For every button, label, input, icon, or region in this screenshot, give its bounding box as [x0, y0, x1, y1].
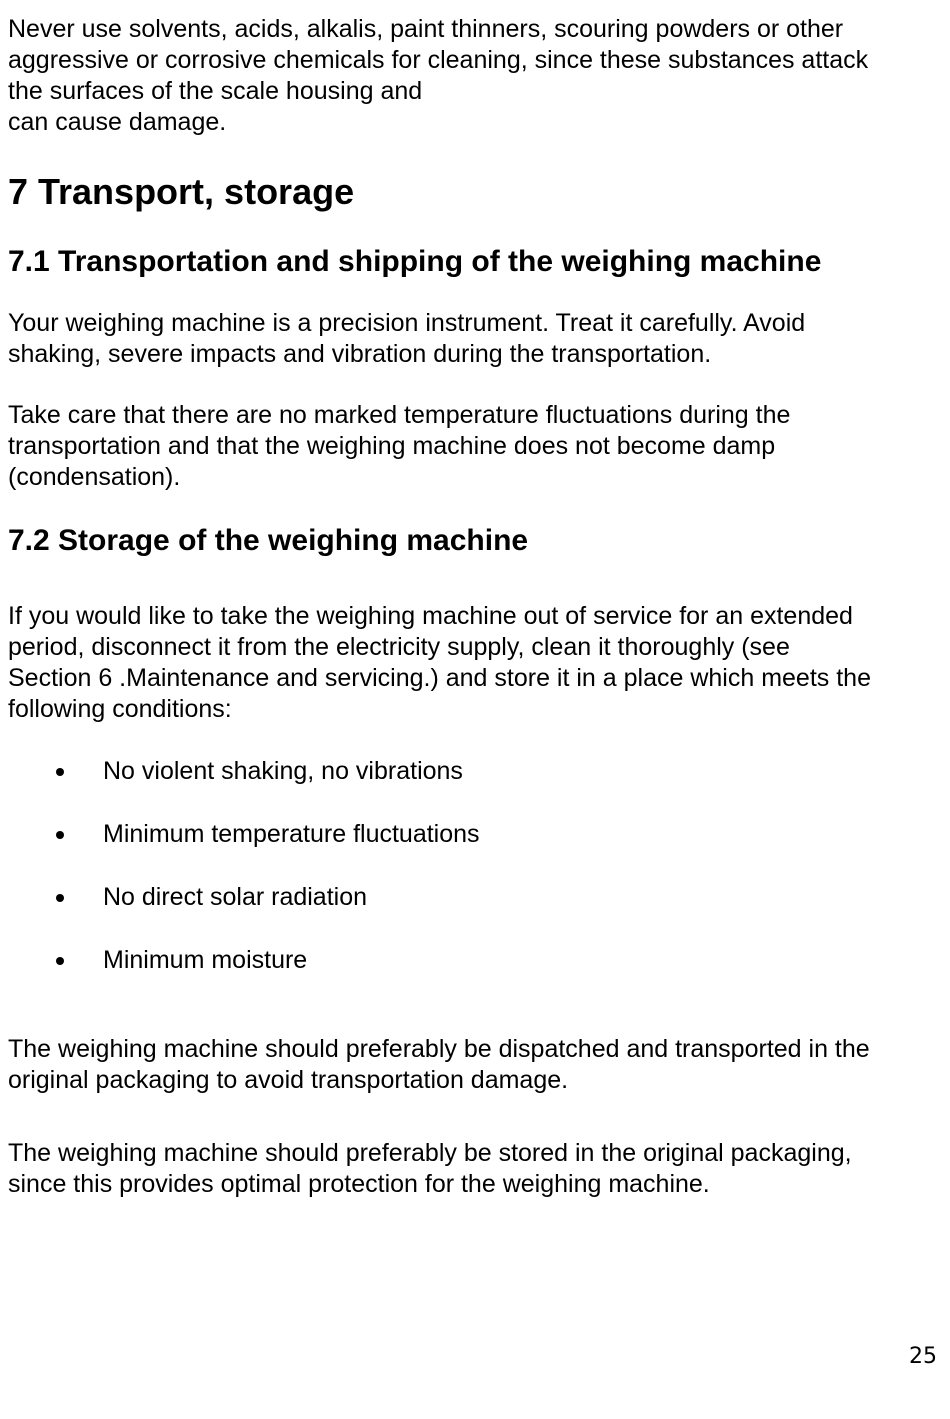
bullet-icon	[56, 831, 64, 839]
list-item	[8, 819, 938, 850]
storage-conditions-list	[8, 756, 938, 976]
temperature-paragraph	[8, 400, 938, 493]
text-line: the surfaces of the scale housing and	[8, 77, 423, 105]
text-line: aggressive or corrosive chemicals for cleaning, since these substances attack	[8, 46, 869, 74]
list-item-text: No violent shaking, no vibrations	[103, 757, 463, 785]
section-7-2-heading: 7.2 Storage of the weighing machine	[8, 524, 529, 557]
text-line: can cause damage.	[8, 108, 227, 136]
bullet-icon	[56, 768, 64, 776]
text-line: Section 6 .Maintenance and servicing.) and store it in a place which meets the	[8, 664, 871, 692]
text-line: If you would like to take the weighing machine out of service for an extended	[8, 602, 853, 630]
list-item-text: No direct solar radiation	[103, 883, 368, 911]
list-item	[8, 756, 938, 787]
bullet-icon	[56, 894, 64, 902]
text-line: following conditions:	[8, 695, 232, 723]
transport-care-paragraph	[8, 308, 938, 370]
page-number: 25	[909, 1344, 937, 1369]
text-line: period, disconnect it from the electricity supply, clean it thoroughly (see	[8, 633, 790, 661]
text-line: Take care that there are no marked temperature fluctuations during the	[8, 401, 791, 429]
list-item-text: Minimum temperature fluctuations	[103, 820, 480, 848]
storage-paragraph	[8, 601, 938, 725]
cleaning-warning-paragraph	[8, 14, 938, 138]
text-line: The weighing machine should preferably be dispatched and transported in the	[8, 1035, 870, 1063]
text-line: original packaging to avoid transportation damage.	[8, 1066, 569, 1094]
list-item	[8, 882, 938, 913]
storage-packaging-paragraph	[8, 1138, 938, 1200]
text-line: The weighing machine should preferably be stored in the original packaging,	[8, 1139, 852, 1167]
section-7-heading: 7 Transport, storage	[8, 171, 355, 212]
text-line: (condensation).	[8, 463, 181, 491]
section-7-1-heading: 7.1 Transportation and shipping of the weighing machine	[8, 245, 822, 278]
text-line: shaking, severe impacts and vibration during the transportation.	[8, 340, 712, 368]
list-item	[8, 945, 938, 976]
text-line: Your weighing machine is a precision instrument. Treat it carefully. Avoid	[8, 309, 806, 337]
manual-page	[8, 14, 938, 1200]
text-line: since this provides optimal protection for the weighing machine.	[8, 1170, 710, 1198]
list-item-text: Minimum moisture	[103, 946, 308, 974]
text-line: transportation and that the weighing machine does not become damp	[8, 432, 776, 460]
bullet-icon	[56, 957, 64, 965]
text-line: Never use solvents, acids, alkalis, paint thinners, scouring powders or other	[8, 15, 844, 43]
dispatch-packaging-paragraph	[8, 1034, 938, 1096]
